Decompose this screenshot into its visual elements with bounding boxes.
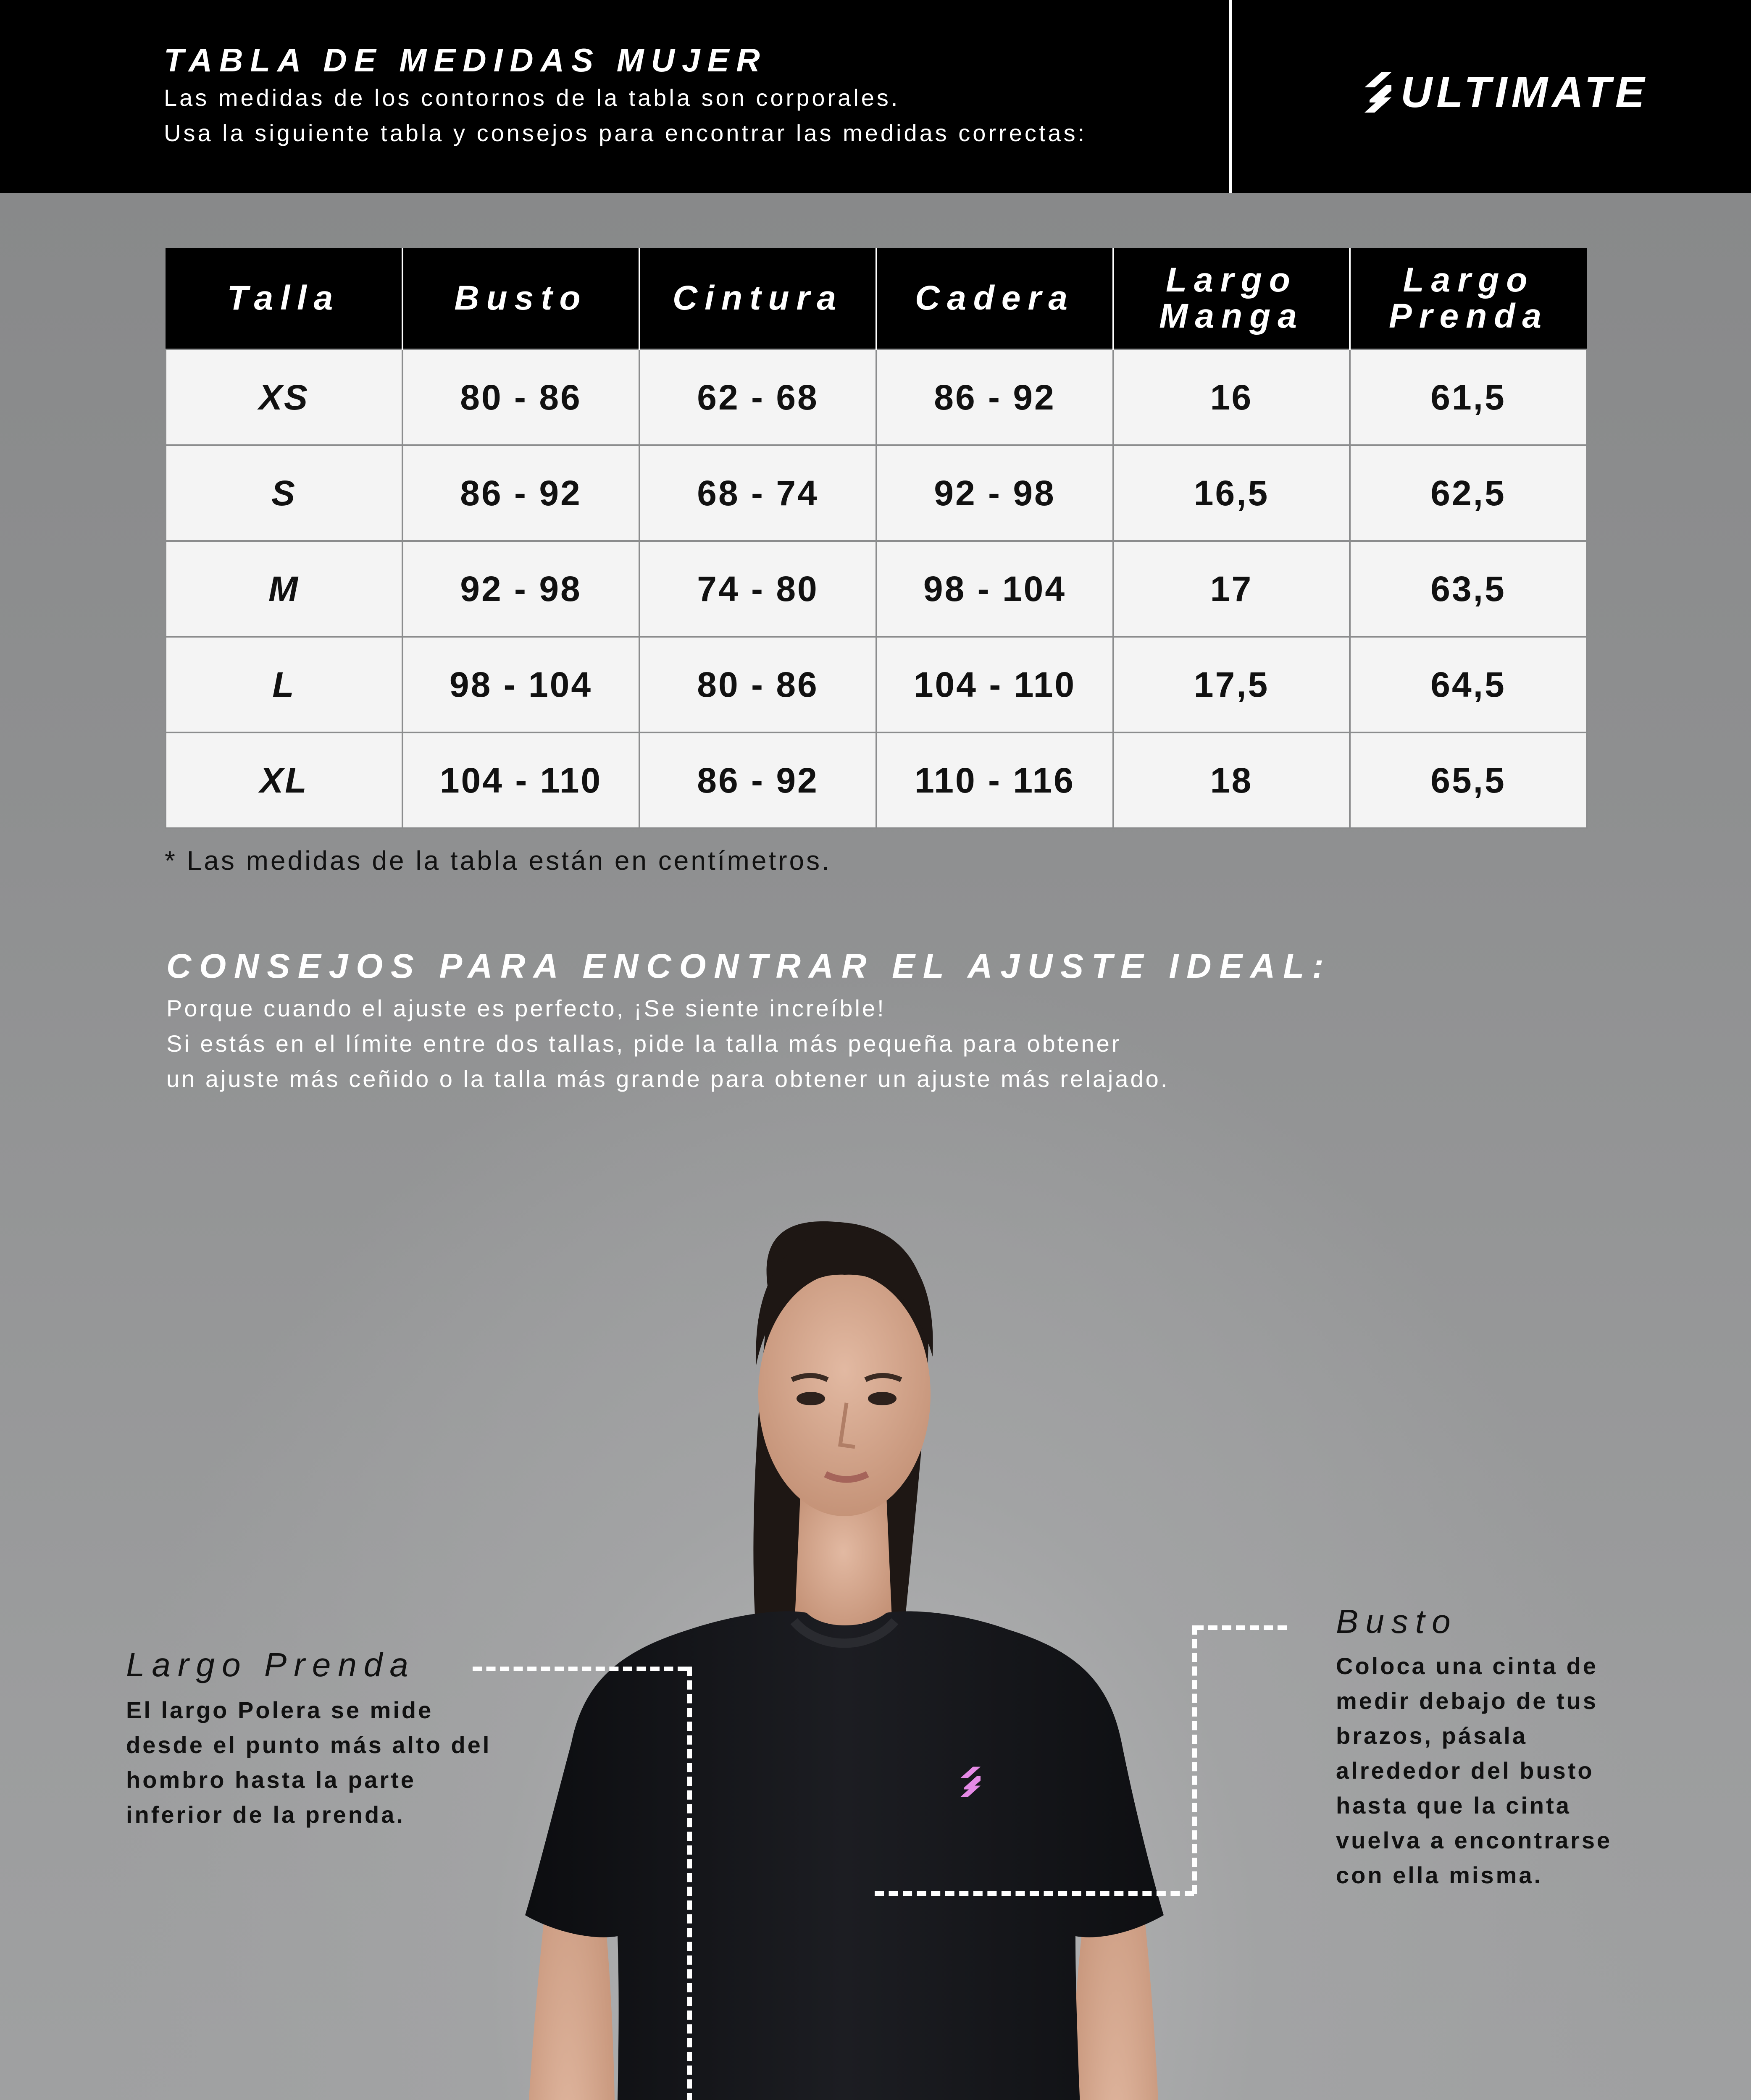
table-cell: 80 - 86 [402, 349, 639, 445]
table-cell: XS [166, 349, 402, 445]
table-cell: 104 - 110 [876, 637, 1113, 732]
table-cell: 98 - 104 [402, 637, 639, 732]
table-cell: L [166, 637, 402, 732]
table-cell: 65,5 [1350, 732, 1587, 828]
table-cell: 98 - 104 [876, 541, 1113, 637]
column-header-talla: Talla [166, 248, 402, 349]
table-cell: 18 [1113, 732, 1350, 828]
largo-prenda-desc: El largo Polera se mide desde el punto más alto del hombro hasta la parte inferior de la prenda. [126, 1697, 492, 1828]
column-header-cintura: Cintura [639, 248, 876, 349]
tips-line-1: Porque cuando el ajuste es perfecto, ¡Se siente increíble! [166, 995, 886, 1021]
largo-prenda-guide-v [687, 1667, 692, 2100]
busto-guide-bottom [875, 1891, 1194, 1896]
table-cell: M [166, 541, 402, 637]
tips-line-3: un ajuste más ceñido o la talla más grande para obtener un ajuste más relajado. [166, 1066, 1170, 1092]
table-cell: 16 [1113, 349, 1350, 445]
table-cell: 62,5 [1350, 445, 1587, 541]
column-header-busto: Busto [402, 248, 639, 349]
table-cell: 16,5 [1113, 445, 1350, 541]
table-cell: 61,5 [1350, 349, 1587, 445]
table-cell: 86 - 92 [402, 445, 639, 541]
tips-line-2: Si estás en el límite entre dos tallas, pide la talla más pequeña para obtener [166, 1030, 1122, 1057]
right-eye [868, 1392, 897, 1405]
table-cell: 92 - 98 [402, 541, 639, 637]
header-subtitle-1: Las medidas de los contornos de la tabla son corporales. [164, 84, 900, 111]
brand-name: ULTIMATE [1401, 68, 1649, 117]
table-cell: S [166, 445, 402, 541]
table-cell: 86 - 92 [639, 732, 876, 828]
header-subtitle-2: Usa la siguiente tabla y consejos para encontrar las medidas correctas: [164, 120, 1087, 146]
left-eye [797, 1392, 825, 1405]
table-cell: 86 - 92 [876, 349, 1113, 445]
table-note: * Las medidas de la tabla están en centímetros. [165, 845, 831, 876]
column-header-cadera: Cadera [876, 248, 1113, 349]
table-cell: 110 - 116 [876, 732, 1113, 828]
tips-title: CONSEJOS PARA ENCONTRAR EL AJUSTE IDEAL: [166, 947, 1332, 985]
table-cell: 17 [1113, 541, 1350, 637]
table-cell: 62 - 68 [639, 349, 876, 445]
column-header-largo-prenda: Largo Prenda [1350, 248, 1587, 349]
column-header-largo-manga: Largo Manga [1113, 248, 1350, 349]
table-cell: 104 - 110 [402, 732, 639, 828]
largo-prenda-guide-h [473, 1667, 687, 1671]
table-cell: 80 - 86 [639, 637, 876, 732]
page-title: TABLA DE MEDIDAS MUJER [164, 42, 767, 79]
table-cell: 17,5 [1113, 637, 1350, 732]
table-cell: XL [166, 732, 402, 828]
shirt [525, 1611, 1164, 2100]
table-cell: 68 - 74 [639, 445, 876, 541]
busto-desc: Coloca una cinta de medir debajo de tus brazos, pásala alrededor del busto hasta que la cinta vuelva a encontrarse con ella misma. [1336, 1653, 1612, 1888]
busto-guide-top [1194, 1625, 1287, 1630]
table-cell: 64,5 [1350, 637, 1587, 732]
table-cell: 74 - 80 [639, 541, 876, 637]
busto-guide-v [1192, 1625, 1197, 1894]
table-cell: 92 - 98 [876, 445, 1113, 541]
busto-title: Busto [1336, 1603, 1458, 1640]
table-cell: 63,5 [1350, 541, 1587, 637]
largo-prenda-title: Largo Prenda [126, 1646, 415, 1683]
